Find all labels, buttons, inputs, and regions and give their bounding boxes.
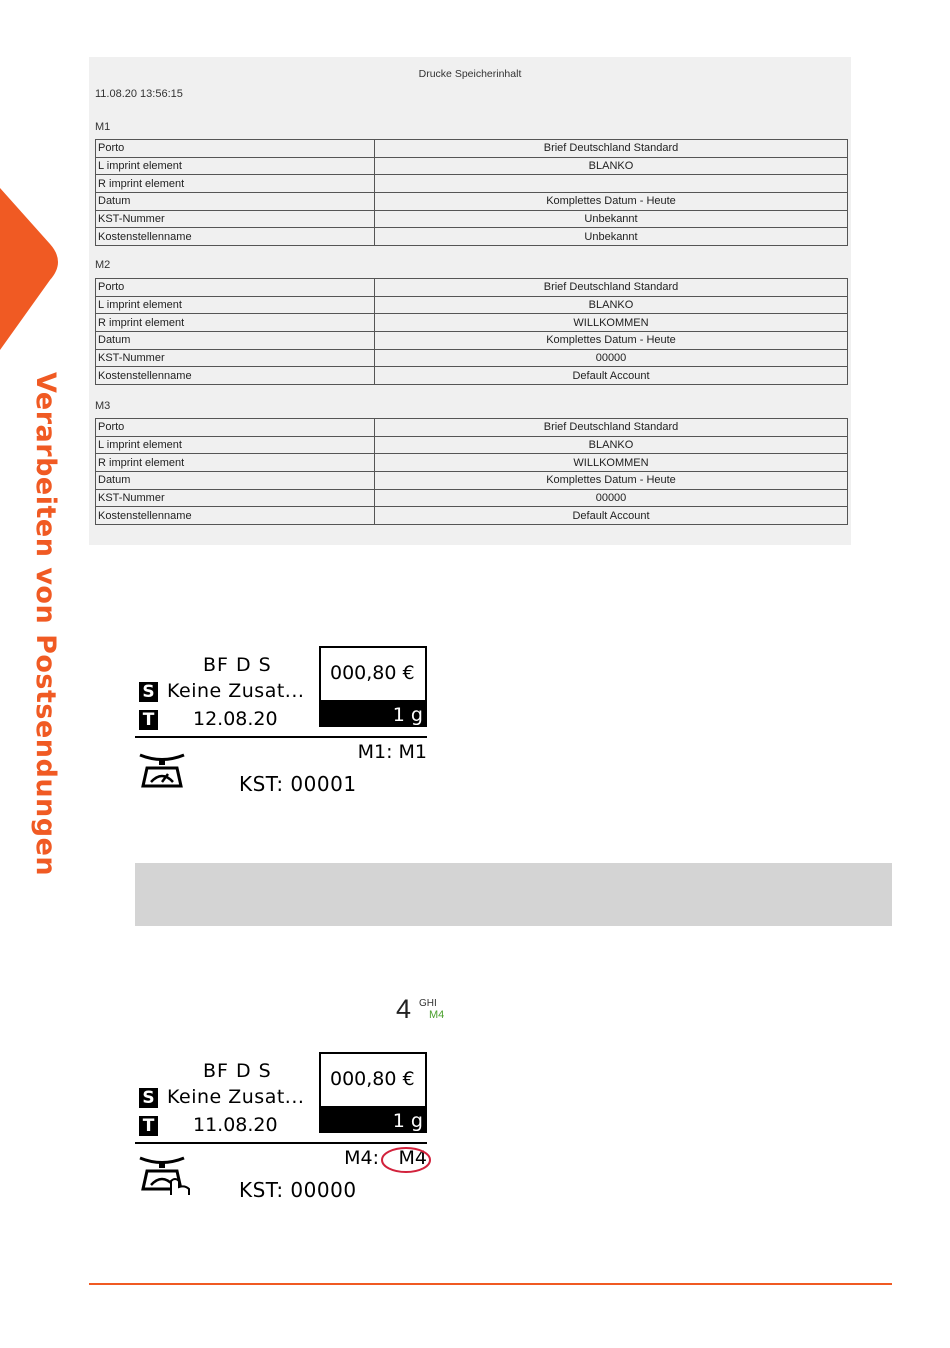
price-box xyxy=(319,646,427,702)
memory-printout xyxy=(89,57,851,545)
table-row xyxy=(96,210,848,228)
row-key: L imprint element xyxy=(96,436,375,454)
row-key: Datum xyxy=(96,472,375,490)
service-code: BF D S xyxy=(203,1060,272,1082)
service-code: BF D S xyxy=(203,654,272,676)
memory-label: M2 xyxy=(95,259,111,271)
price-value: 000,80 € xyxy=(330,1068,415,1090)
row-value: WILLKOMMEN xyxy=(375,454,848,472)
row-value: Default Account xyxy=(375,367,848,385)
table-row xyxy=(96,175,848,193)
note-banner xyxy=(135,863,892,926)
row-key: Porto xyxy=(96,279,375,297)
price-box xyxy=(319,1052,427,1108)
row-value: Brief Deutschland Standard xyxy=(375,419,848,437)
price-value: 000,80 € xyxy=(330,662,415,684)
key-digit: 4 xyxy=(396,994,412,1024)
s-indicator: S xyxy=(139,1088,158,1108)
table-row xyxy=(96,296,848,314)
divider xyxy=(135,736,427,738)
extras-label: Keine Zusat... xyxy=(167,680,305,702)
row-value: Brief Deutschland Standard xyxy=(375,140,848,158)
lcd-screen-home xyxy=(135,654,429,814)
table-row xyxy=(96,507,848,525)
row-key: Porto xyxy=(96,140,375,158)
row-value: Unbekannt xyxy=(375,210,848,228)
table-row xyxy=(96,454,848,472)
printout-title: Drucke Speicherinhalt xyxy=(418,68,522,80)
table-row xyxy=(96,157,848,175)
key-letters: GHI xyxy=(419,998,437,1009)
memory-indicator: M1: M1 xyxy=(357,741,427,763)
memory-label: M3 xyxy=(95,400,111,412)
weight-value: 1 g xyxy=(319,702,427,727)
footer-divider xyxy=(89,1283,892,1285)
row-key: R imprint element xyxy=(96,314,375,332)
row-value xyxy=(375,175,848,193)
row-value: Brief Deutschland Standard xyxy=(375,279,848,297)
row-key: KST-Nummer xyxy=(96,210,375,228)
memory-indicator-right: M4 xyxy=(398,1147,427,1169)
divider xyxy=(135,1142,427,1144)
row-key: L imprint element xyxy=(96,157,375,175)
weight-value: 1 g xyxy=(319,1108,427,1133)
scale-touch-icon xyxy=(137,1155,193,1201)
row-key: Datum xyxy=(96,332,375,350)
table-row xyxy=(96,489,848,507)
section-tab-marker xyxy=(0,188,66,350)
lcd-screen-memory-m4 xyxy=(135,1060,429,1220)
memory-table-m1 xyxy=(95,139,848,246)
table-row xyxy=(96,140,848,158)
table-row xyxy=(96,472,848,490)
s-indicator: S xyxy=(139,682,158,702)
row-value: Komplettes Datum - Heute xyxy=(375,193,848,211)
memory-indicator-left: M4: xyxy=(344,1147,379,1169)
kst-label: KST: 00000 xyxy=(239,1178,357,1202)
row-key: Kostenstellenname xyxy=(96,367,375,385)
kst-label: KST: 00001 xyxy=(239,772,357,796)
row-key: R imprint element xyxy=(96,454,375,472)
row-value: Komplettes Datum - Heute xyxy=(375,472,848,490)
t-indicator: T xyxy=(139,1116,158,1136)
row-key: L imprint element xyxy=(96,296,375,314)
table-row xyxy=(96,193,848,211)
table-row xyxy=(96,228,848,246)
row-value: Unbekannt xyxy=(375,228,848,246)
row-key: R imprint element xyxy=(96,175,375,193)
row-value: BLANKO xyxy=(375,296,848,314)
extras-label: Keine Zusat... xyxy=(167,1086,305,1108)
table-row xyxy=(96,349,848,367)
memory-label: M1 xyxy=(95,121,111,133)
table-row xyxy=(96,367,848,385)
row-value: WILLKOMMEN xyxy=(375,314,848,332)
section-title: Verarbeiten von Postsendungen xyxy=(30,372,61,877)
table-row xyxy=(96,332,848,350)
row-key: KST-Nummer xyxy=(96,349,375,367)
row-value: BLANKO xyxy=(375,157,848,175)
date-label: 12.08.20 xyxy=(193,708,278,730)
printout-timestamp: 11.08.20 13:56:15 xyxy=(95,88,183,100)
memory-table-m2 xyxy=(95,278,848,385)
t-indicator: T xyxy=(139,710,158,730)
table-row xyxy=(96,436,848,454)
table-row xyxy=(96,279,848,297)
highlight-circle xyxy=(380,1145,432,1179)
row-key: Kostenstellenname xyxy=(96,507,375,525)
memory-table-m3 xyxy=(95,418,848,525)
row-key: Kostenstellenname xyxy=(96,228,375,246)
date-label: 11.08.20 xyxy=(193,1114,278,1136)
table-row xyxy=(96,314,848,332)
row-value: BLANKO xyxy=(375,436,848,454)
row-key: Datum xyxy=(96,193,375,211)
scale-icon xyxy=(137,752,187,792)
row-key: Porto xyxy=(96,419,375,437)
row-key: KST-Nummer xyxy=(96,489,375,507)
row-value: 00000 xyxy=(375,489,848,507)
row-value: 00000 xyxy=(375,349,848,367)
key-memory: M4 xyxy=(429,1009,445,1021)
table-row xyxy=(96,419,848,437)
row-value: Komplettes Datum - Heute xyxy=(375,332,848,350)
row-value: Default Account xyxy=(375,507,848,525)
